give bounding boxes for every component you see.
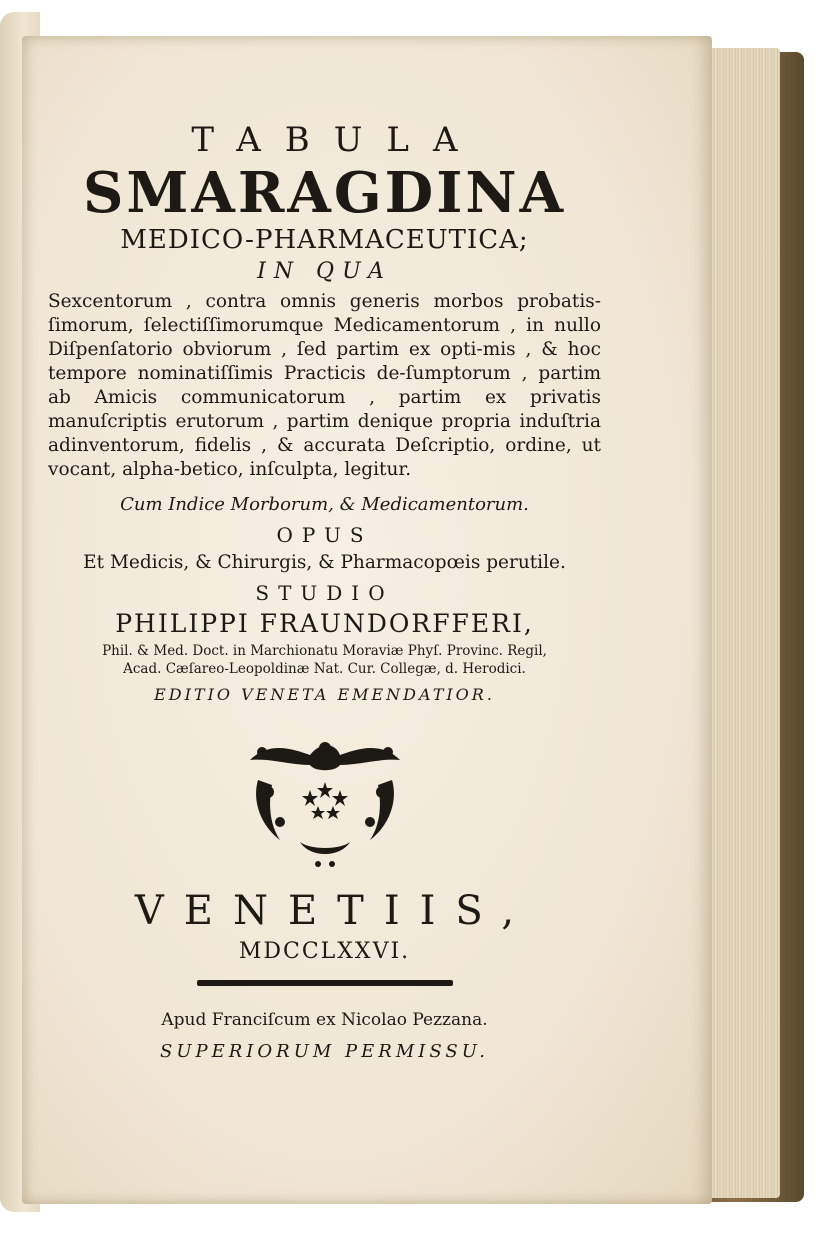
title-line-smaragdina: SMARAGDINA: [82, 160, 567, 226]
author-credentials-2: Acad. Cæſareo-Leopoldinæ Nat. Cur. Collegæ, d. Herodici.: [123, 661, 526, 677]
opus-label: OPUS: [276, 523, 373, 547]
divider-rule: [197, 980, 453, 986]
floral-wreath-with-stars-icon: [240, 730, 410, 870]
audience-line: Et Medicis, & Chirurgis, & Pharmacopœis perutile.: [83, 552, 566, 573]
edition-line: EDITIO VENETA EMENDATIOR.: [154, 685, 495, 704]
description-paragraph: Sexcentorum , contra omnis generis morbos probatis-ſimorum, ſelectiſſimorumque Medicamentorum , in nullo Diſpenſatorio obviorum , ſed partim ex opti-mis , & hoc tempore nominatiſſimis Practicis de-ſumptorum , partim ab Amicis communicatorum , partim ex privatis manuſcriptis erutorum , partim denique propria induſtria adinventorum, fidelis , & accurata Deſcriptio, ordine, ut vocant, alpha-betico, inſculpta, legitur.: [48, 291, 601, 480]
title-line-tabula: TABULA: [191, 120, 482, 160]
place-of-publication: VENETIIS,: [134, 888, 535, 934]
index-note: Cum Indice Morborum, & Medicamentorum.: [120, 494, 529, 515]
title-page: [22, 36, 712, 1204]
title-page-text: [48, 120, 601, 1064]
author-name: PHILIPPI FRAUNDORFFERI,: [115, 609, 534, 638]
studio-label: STUDIO: [255, 581, 394, 605]
author-credentials-1: Phil. & Med. Doct. in Marchionatu Moraviæ Phyſ. Provinc. Regil,: [102, 643, 547, 659]
page-edges: [700, 48, 780, 1198]
title-line-in-qua: IN QUA: [257, 259, 392, 284]
publisher-line: Apud Franciſcum ex Nicolao Pezzana.: [161, 1010, 488, 1030]
title-line-medico: MEDICO-PHARMACEUTICA;: [120, 225, 529, 255]
publication-year: MDCCLXXVI.: [238, 939, 411, 964]
permission-line: SUPERIORUM PERMISSU.: [160, 1041, 489, 1062]
